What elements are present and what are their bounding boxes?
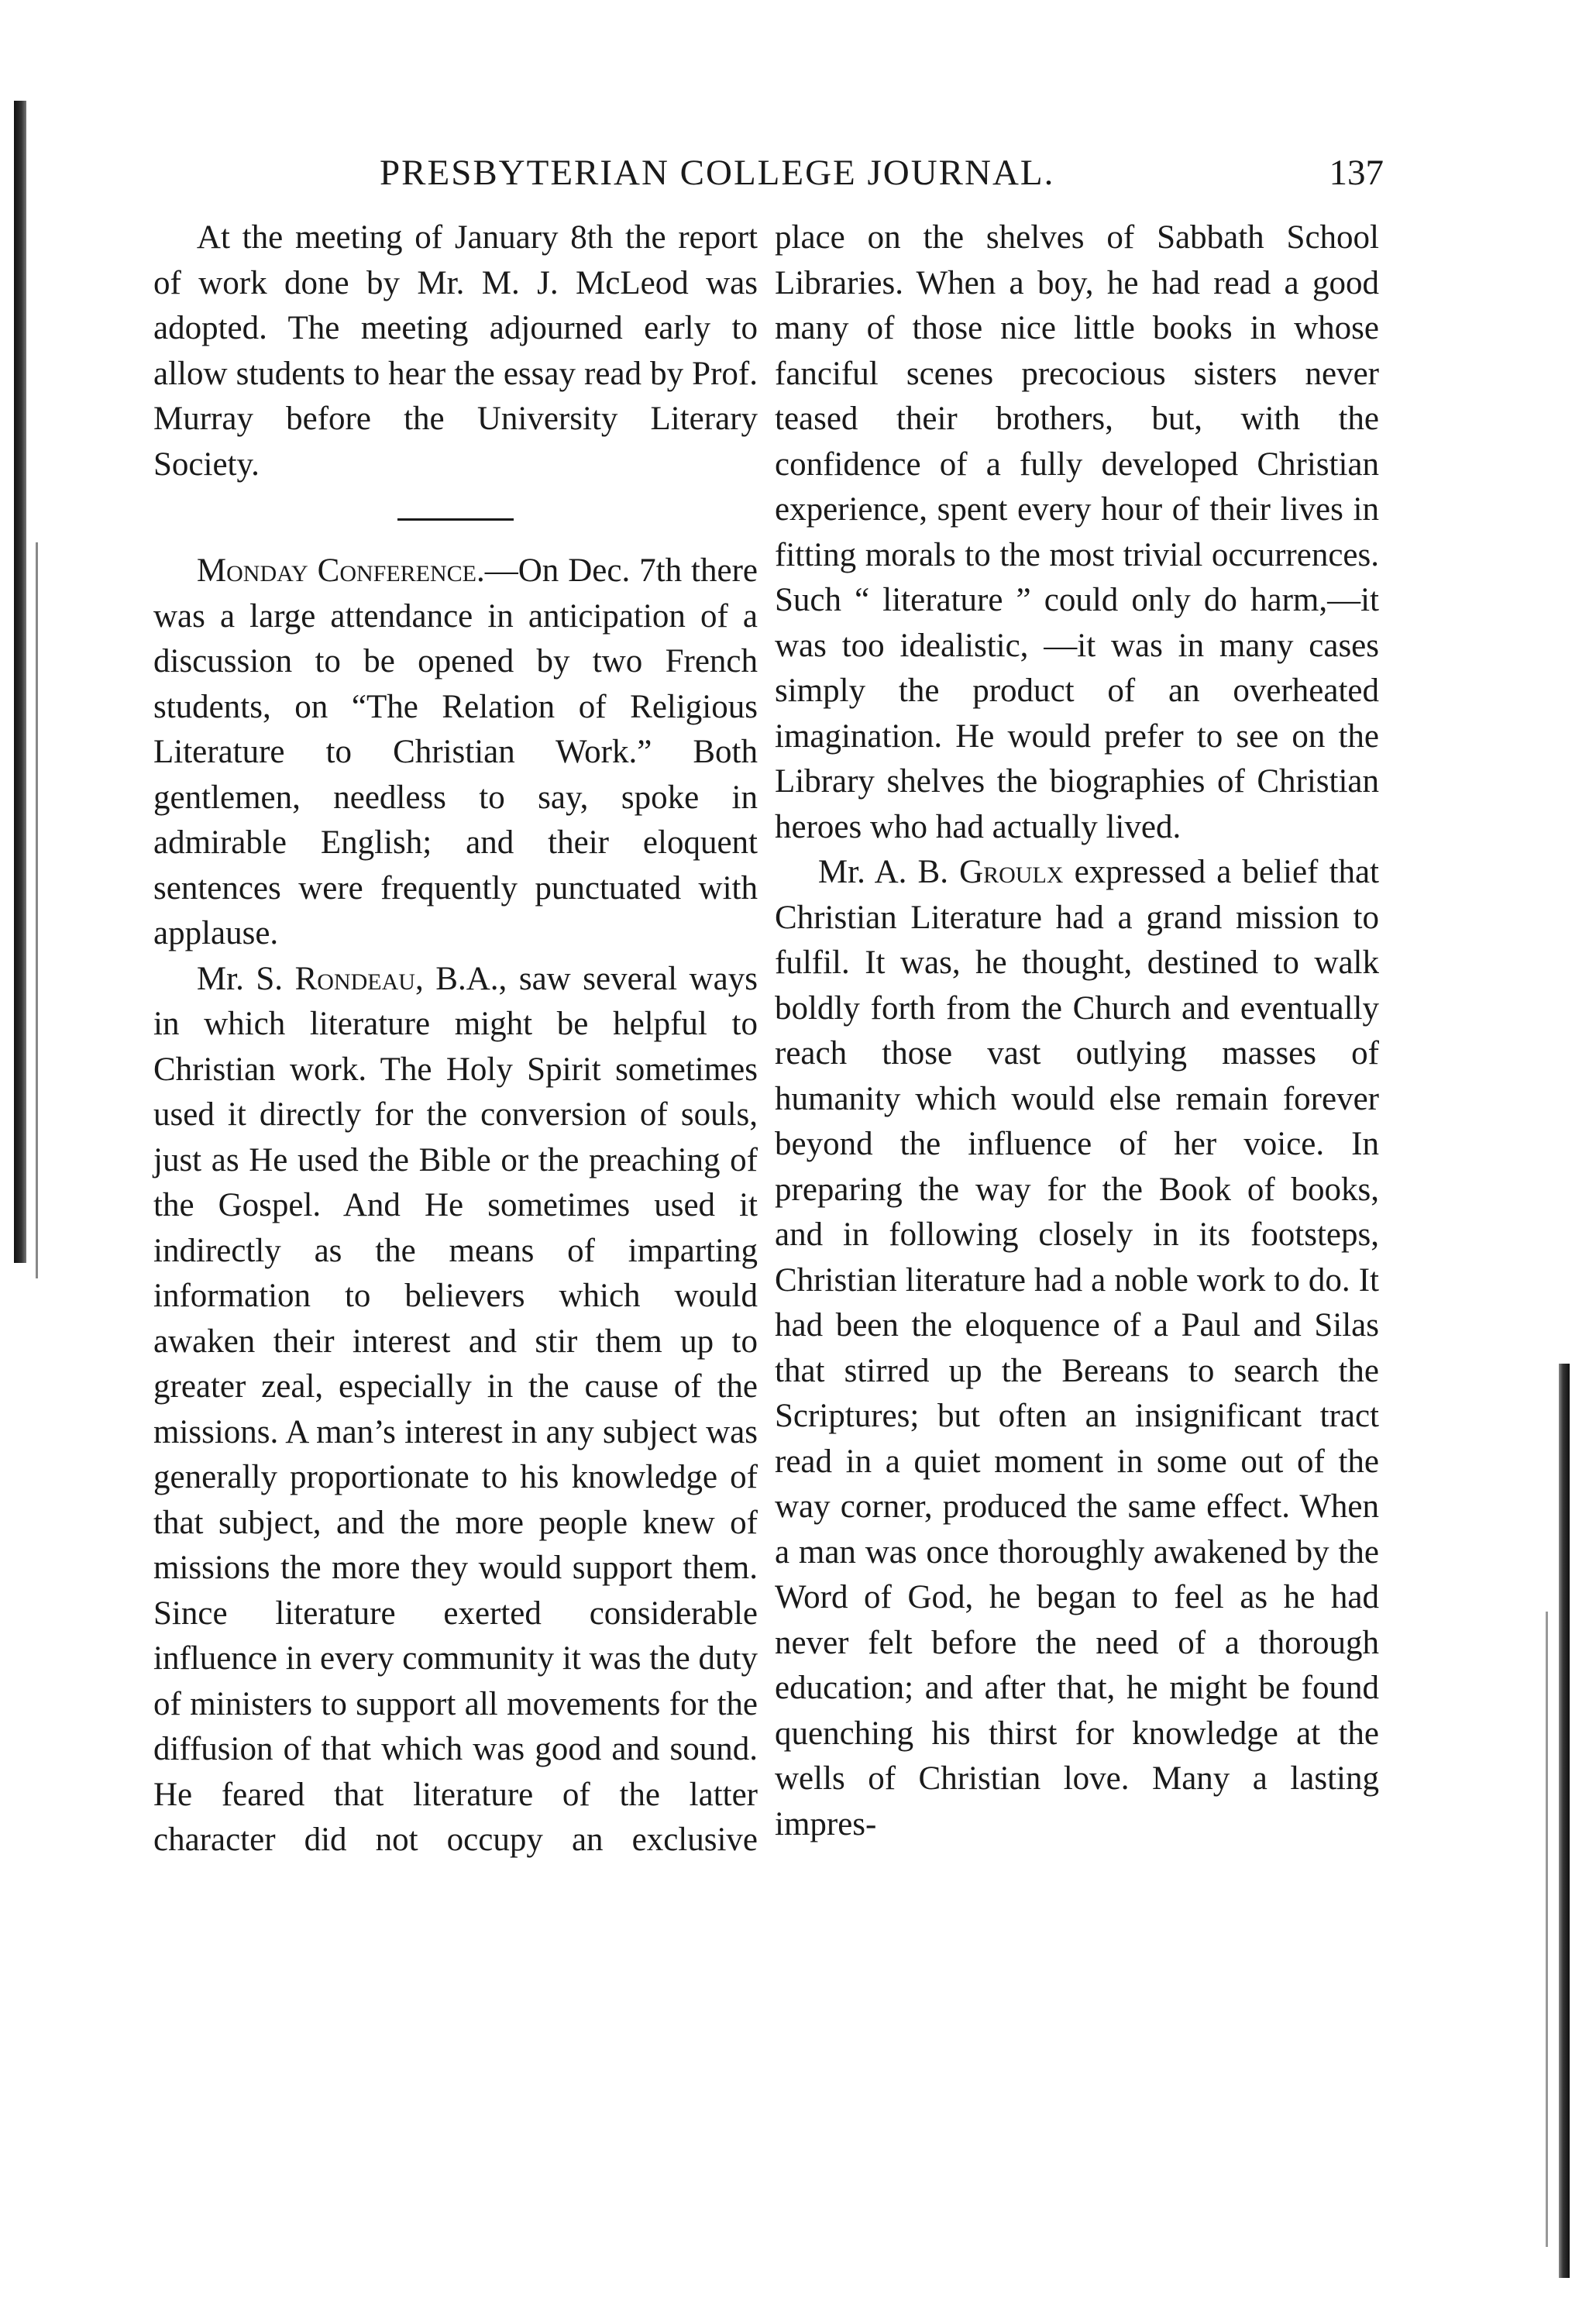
rondeau-paragraph bbox=[153, 957, 758, 1863]
groulx-text: expressed a belief that Christian Literature had a grand mission to fulfil. It was, he thought, destined to walk boldly forth from the Church and eventually reach those vast outlying masses of humanity which would else remain forever beyond the influence of her voice. In preparing the way for the Book of books, and in following closely in its footsteps, Christian literature had a noble work to do. It had been the eloquence of a Paul and Silas that stirred up the Bereans to search the Scriptures; but often an insignificant tract read in a quiet moment in some out of the way corner, produced the same effect. When a man was once thoroughly awakened by the Word of God, he began to feel as he had never felt before the need of a thorough education; and after that, he might be found quenching his thirst for knowledge at the wells of Christian love. Many a lasting impres- bbox=[775, 854, 1379, 1842]
meeting-report-paragraph: At the meeting of January 8th the report of work done by Mr. M. J. McLeod was adopted. The meeting adjourned early to allow students to hear the essay read by Prof. Murray before the University Literary Society. bbox=[153, 219, 758, 483]
groulx-prefix: Mr. A. B. bbox=[817, 854, 960, 890]
running-head: PRESBYTERIAN COLLEGE JOURNAL. bbox=[380, 153, 1055, 193]
scan-binding-line-left bbox=[36, 542, 38, 1278]
section-divider bbox=[397, 518, 514, 521]
speaker-name-groulx: Groulx bbox=[959, 854, 1064, 890]
right-column bbox=[775, 215, 1379, 1847]
scan-edge-line-right bbox=[1546, 1612, 1548, 2247]
rondeau-text: , B.A., saw several ways in which literature might be helpful to Christian work. The Holy Spirit sometimes used it directly for the conversion of souls, just as He used the Bible or the preaching of the Gospel. And He sometimes used it indirectly as the means of imparting information to believers which would awaken their interest and stir them up to greater zeal, especially in the cause of the missions. A man’s interest in any subject was generally proportionate to his knowledge of that subject, and the more people knew of missions the more they would support them. Since literature exerted considerable influence in every community it was the duty of ministers to support all movements for the diffusion of that which was good and sound. He feared that literature of the latter character did not occupy an exclusive bbox=[153, 960, 758, 1858]
left-column bbox=[153, 215, 758, 1863]
monday-conference-paragraph bbox=[153, 549, 758, 957]
rondeau-prefix: Mr. S. bbox=[196, 960, 295, 997]
page-number: 137 bbox=[1329, 153, 1384, 193]
scan-binding-shadow-left bbox=[14, 101, 26, 1263]
speaker-name-rondeau: Rondeau bbox=[294, 960, 415, 997]
continued-paragraph: place on the shelves of Sabbath School Libraries. When a boy, he had read a good many of those nice little books in whose fanciful scenes precocious sisters never teased their brothers, but, with the confidence of a fully developed Christian experience, spent every hour of their lives in fitting morals to the most trivial occurrences. Such “ literature ” could only do harm,—it was too idealistic, —it was in many cases simply the product of an overheated imagination. He would prefer to see on the Library shelves the biographies of Christian heroes who had actually lived. bbox=[775, 219, 1379, 845]
monday-conference-text: —On Dec. 7th there was a large attendance in anticipation of a discussion to be opened by two French students, on “The Relation of Religious Literature to Christian Work.” Both gentlemen, needless to say, spoke in admirable English; and their eloquent sentences were frequently punctuated with applause. bbox=[153, 552, 758, 951]
monday-conference-heading: Monday Conference. bbox=[196, 552, 485, 589]
groulx-paragraph bbox=[775, 850, 1379, 1847]
scan-edge-shadow-right bbox=[1559, 1364, 1570, 2278]
